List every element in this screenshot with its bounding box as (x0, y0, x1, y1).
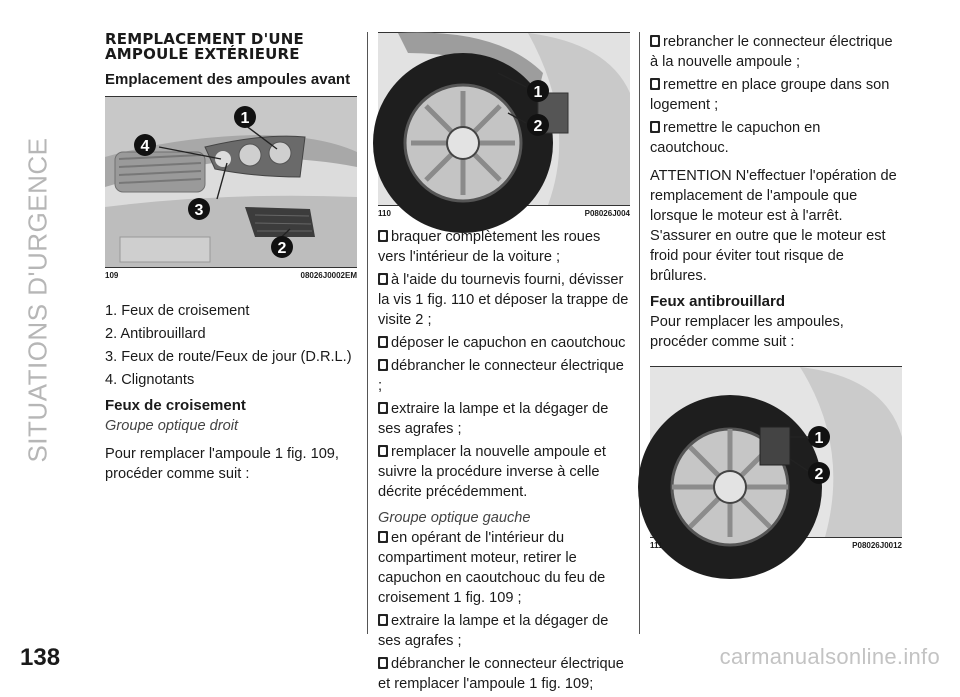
left-unit-steps (378, 528, 630, 694)
column-divider-1 (367, 32, 368, 634)
bullet-box-icon (378, 657, 388, 669)
figure-number: 110 (378, 209, 391, 218)
legend-item: 1. Feux de croisement (105, 303, 250, 319)
figure-110 (378, 32, 630, 219)
wheel-arch-illustration (378, 33, 630, 205)
watermark: carmanualsonline.info (719, 644, 940, 669)
bullet-box-icon (650, 35, 660, 47)
figure-number: 109 (105, 271, 119, 280)
legend-item: 2. Antibrouillard (105, 326, 206, 342)
bullet-box-icon (650, 78, 660, 90)
bullet-box-icon (378, 614, 388, 626)
step-item: rebrancher le connecteur électrique à la nouvelle ampoule ; (650, 34, 893, 70)
figure-111 (650, 366, 902, 551)
front-headlight-illustration (105, 97, 357, 267)
step-item: remettre en place groupe dans son logement ; (650, 77, 890, 113)
bullet-box-icon (378, 359, 388, 371)
step-item: extraire la lampe et la dégager de ses agrafes ; (378, 613, 609, 649)
bullet-box-icon (378, 445, 388, 457)
right-unit-instruction: Pour remplacer l'ampoule 1 fig. 109, procéder comme suit : (105, 446, 339, 482)
section-side-title: SITUATIONS D'URGENCE (22, 137, 53, 463)
left-unit-italic: Groupe optique gauche (378, 510, 531, 526)
bullet-box-icon (378, 402, 388, 414)
right-unit-italic: Groupe optique droit (105, 418, 239, 434)
fog-lights-heading: Feux antibrouillard (650, 293, 786, 310)
figure-109-caption (105, 267, 357, 281)
right-unit-steps (378, 227, 630, 502)
callout-1: 1 (240, 110, 250, 127)
column-3 (650, 32, 902, 551)
step-item: débrancher le connecteur électrique ; (378, 358, 624, 394)
figure-code: P08026J0012 (852, 541, 902, 550)
step-item: extraire la lampe et la dégager de ses agrafes ; (378, 401, 609, 437)
fog-light-access-illustration (650, 367, 902, 537)
callout-3: 3 (194, 202, 204, 219)
step-item: débrancher le connecteur électrique et remplacer l'ampoule 1 fig. 109; (378, 656, 624, 692)
left-unit-steps-continued (650, 32, 902, 158)
low-beam-heading: Feux de croisement (105, 397, 246, 414)
bullet-box-icon (378, 273, 388, 285)
callout-2: 2 (533, 118, 543, 135)
column-2 (378, 32, 630, 697)
bullet-box-icon (378, 230, 388, 242)
figure-code: 08026J0002EM (300, 271, 357, 280)
step-item: braquer complètement les roues vers l'intérieur de la voiture ; (378, 229, 601, 265)
figure-109 (105, 96, 357, 281)
fog-lights-instruction: Pour remplacer les ampoules, procéder comme suit : (650, 314, 844, 350)
section-title-line-2: AMPOULE EXTÉRIEURE (105, 45, 300, 63)
step-item: à l'aide du tournevis fourni, dévisser la vis 1 fig. 110 et déposer la trappe de visite 2 ; (378, 272, 629, 328)
bullet-box-icon (378, 336, 388, 348)
step-item: en opérant de l'intérieur du compartiment moteur, retirer le capuchon en caoutchouc du feu de croisement 1 fig. 109 ; (378, 530, 606, 606)
front-bulbs-subtitle: Emplacement des ampoules avant (105, 71, 351, 88)
section-title (105, 32, 357, 62)
attention-note: ATTENTION N'effectuer l'opération de remplacement de l'ampoule que lorsque le moteur est à l'arrêt. S'assurer en outre que le moteur est froid pour éviter tout risque de brûlures. (650, 168, 897, 284)
figure-number: 111 (650, 541, 663, 550)
callout-1: 1 (814, 430, 824, 447)
column-1 (105, 32, 357, 484)
legend-item: 4. Clignotants (105, 372, 195, 388)
bullet-box-icon (650, 121, 660, 133)
callout-4: 4 (140, 138, 150, 155)
step-item: déposer le capuchon en caoutchouc (378, 333, 630, 353)
callout-1: 1 (533, 84, 543, 101)
column-divider-2 (639, 32, 640, 634)
section-title-line-1: REMPLACEMENT D'UNE (105, 30, 304, 48)
bulb-legend (105, 301, 357, 390)
legend-item: 3. Feux de route/Feux de jour (D.R.L.) (105, 349, 352, 365)
bullet-box-icon (378, 531, 388, 543)
page-number: 138 (20, 644, 61, 671)
callout-2: 2 (814, 466, 824, 483)
step-item: remplacer la nouvelle ampoule et suivre la procédure inverse à celle décrite précédemment. (378, 444, 606, 500)
callout-2: 2 (277, 240, 287, 257)
step-item: remettre le capuchon en caoutchouc. (650, 120, 821, 156)
figure-code: P08026J004 (584, 209, 630, 218)
